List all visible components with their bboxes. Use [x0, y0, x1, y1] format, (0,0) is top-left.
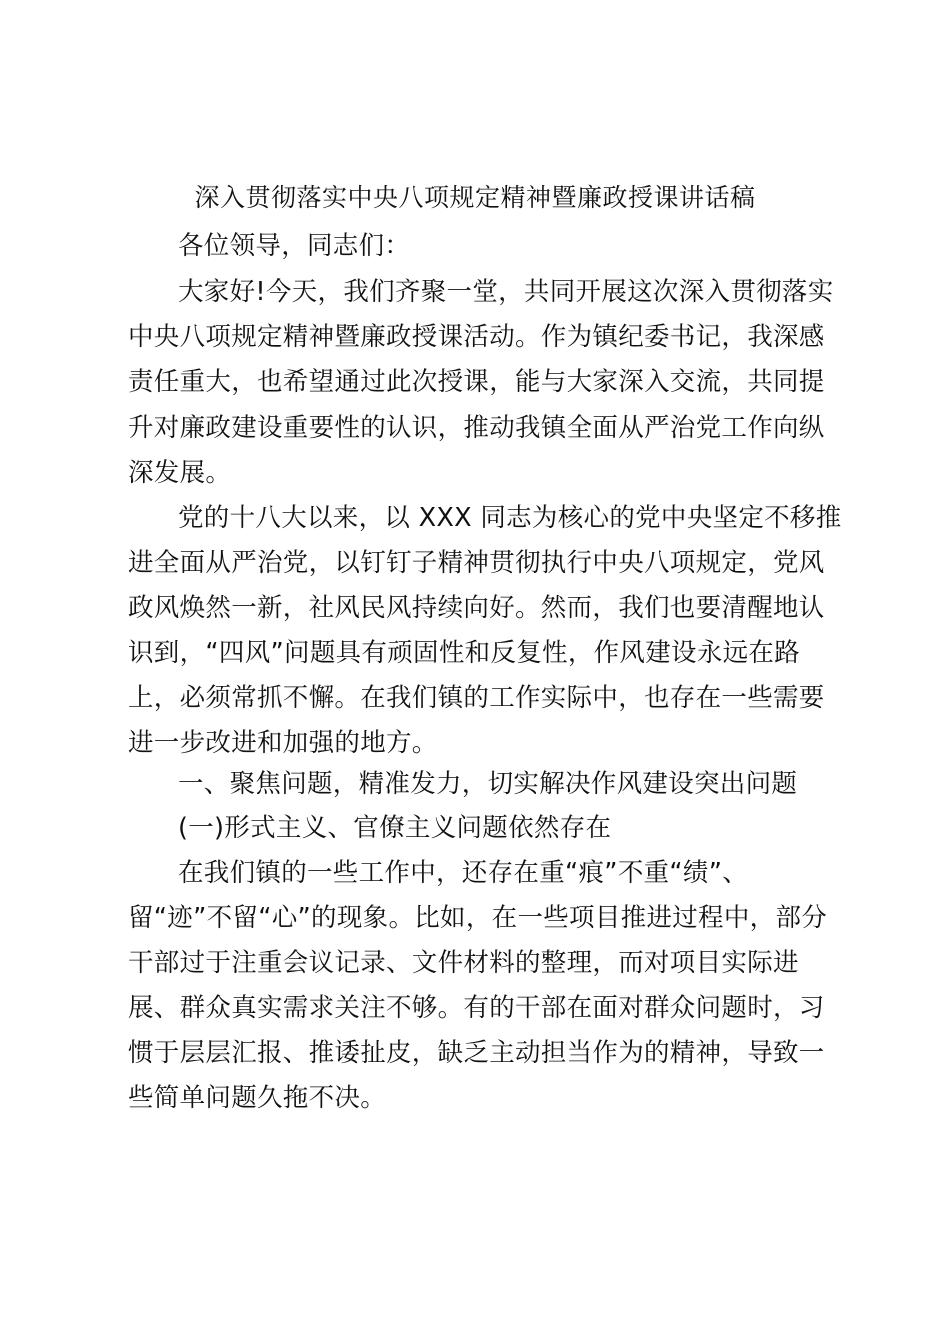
- paragraph-2-line-5: 上，必须常抓不懈。在我们镇的工作实际中，也存在一些需要: [128, 683, 825, 713]
- paragraph-2-line-1: 党的十八大以来，以 XXX 同志为核心的党中央坚定不移推: [178, 503, 842, 533]
- paragraph-2-line-2: 进全面从严治党，以钉钉子精神贯彻执行中央八项规定，党风: [128, 548, 825, 578]
- paragraph-1-line-1: 大家好!今天，我们齐聚一堂，共同开展这次深入贯彻落实: [178, 277, 834, 307]
- paragraph-2-line-6: 进一步改进和加强的地方。: [128, 728, 438, 758]
- paragraph-2-line-3: 政风焕然一新，社风民风持续向好。然而，我们也要清醒地认: [128, 593, 825, 623]
- subsection-heading-1: (一)形式主义、官僚主义问题依然存在: [178, 813, 612, 843]
- salutation: 各位领导，同志们：: [178, 231, 411, 261]
- paragraph-1-line-3: 责任重大，也希望通过此次授课，能与大家深入交流，共同提: [128, 367, 825, 397]
- paragraph-2-line-4: 识到，“四风”问题具有顽固性和反复性，作风建设永远在路: [128, 638, 801, 668]
- paragraph-3-line-3: 干部过于注重会议记录、文件材料的整理，而对项目实际进: [128, 948, 799, 978]
- paragraph-1-line-2: 中央八项规定精神暨廉政授课活动。作为镇纪委书记，我深感: [128, 322, 825, 352]
- paragraph-1-line-5: 深发展。: [128, 458, 232, 488]
- paragraph-3-line-1: 在我们镇的一些工作中，还存在重“痕”不重“绩”、: [178, 858, 749, 888]
- paragraph-3-line-6: 些简单问题久拖不决。: [128, 1083, 387, 1113]
- document-title: 深入贯彻落实中央八项规定精神暨廉政授课讲话稿: [194, 183, 756, 212]
- paragraph-3-line-5: 惯于层层汇报、推诿扯皮，缺乏主动担当作为的精神，导致一: [128, 1038, 825, 1068]
- paragraph-1-line-4: 升对廉政建设重要性的认识，推动我镇全面从严治党工作向纵: [128, 413, 825, 443]
- paragraph-3-line-2: 留“迹”不留“心”的现象。比如，在一些项目推进过程中，部分: [128, 903, 828, 933]
- paragraph-3-line-4: 展、群众真实需求关注不够。有的干部在面对群众问题时，习: [128, 993, 825, 1023]
- section-heading-1: 一、聚焦问题，精准发力，切实解决作风建设突出问题: [178, 769, 798, 799]
